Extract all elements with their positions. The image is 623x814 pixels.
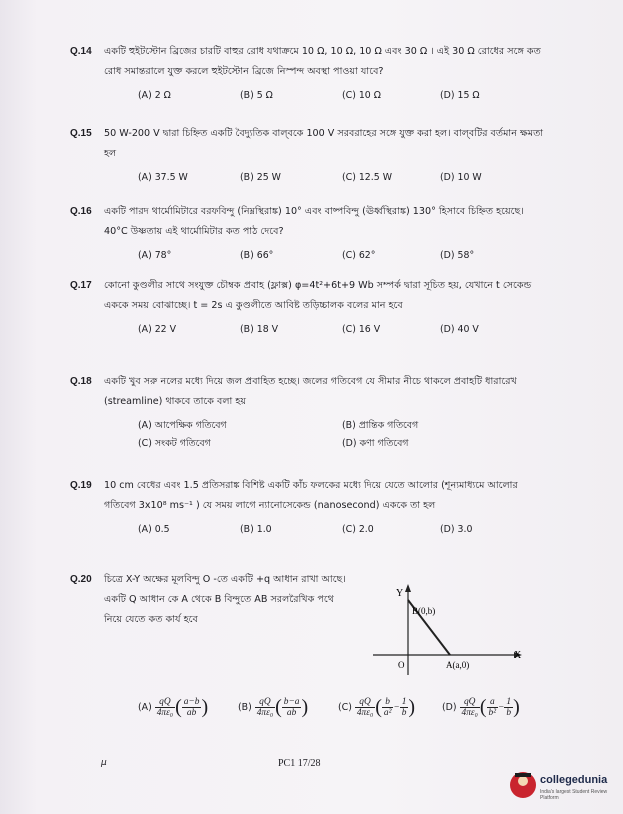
option-letter: (A) (138, 702, 152, 713)
option-a[interactable] (138, 696, 208, 719)
numerator: a (487, 697, 499, 708)
numerator: b (382, 697, 394, 708)
paren: ( (275, 696, 282, 718)
numerator: 1 (506, 697, 512, 707)
option-b[interactable]: (B) 18 V (240, 324, 279, 335)
denominator: 4πε₀ (461, 708, 478, 718)
option-a[interactable]: (A) 2 Ω (138, 90, 171, 101)
numerator: qQ (255, 697, 275, 708)
question-text: চিত্রে X-Y অক্ষের মূলবিন্দু O -তে একটি +q আধান রাখা আছে। একটি Q আধান কে A থেকে B বিন্দুতে AB সরলরৈখিক পথে নিয়ে যেতে কত কার্য হবে (104, 574, 346, 625)
paren: ) (513, 696, 520, 718)
options (104, 520, 544, 538)
collegedunia-logo (510, 768, 620, 808)
minus: − (498, 703, 505, 713)
option-c[interactable]: (C) 16 V (342, 324, 381, 335)
option-c[interactable]: (C) 12.5 W (342, 172, 392, 183)
fraction (355, 697, 375, 718)
question-number: Q.20 (70, 574, 92, 585)
option-b[interactable]: (B) 66° (240, 250, 274, 261)
logo-cap-icon (515, 773, 531, 777)
options (104, 246, 544, 264)
numerator: b−a (283, 697, 300, 707)
paren: ( (375, 696, 382, 718)
y-label: Y (396, 588, 404, 599)
option-d[interactable]: (D) কণা গতিবেগ (342, 438, 409, 449)
fraction (382, 697, 394, 718)
fraction (282, 697, 302, 718)
option-c[interactable]: (C) 2.0 (342, 524, 374, 535)
fraction (155, 697, 175, 718)
question-number: Q.19 (70, 480, 92, 491)
denominator: 4πε₀ (156, 708, 174, 718)
option-d[interactable]: (D) 40 V (440, 324, 479, 335)
option-a[interactable]: (A) 78° (138, 250, 172, 261)
denominator: b (506, 708, 512, 718)
question-16 (70, 202, 544, 264)
denominator: ab (286, 708, 297, 718)
option-c[interactable]: (C) 62° (342, 250, 376, 261)
question-number: Q.17 (70, 280, 92, 291)
option-d[interactable]: (D) 3.0 (440, 524, 473, 535)
question-15 (70, 124, 544, 186)
point-b-label: B(0,b) (412, 606, 436, 616)
page-code: PC1 17/28 (278, 758, 321, 769)
question-number: Q.15 (70, 128, 92, 139)
origin-label: O (398, 660, 405, 670)
option-c[interactable] (338, 696, 415, 719)
option-a[interactable]: (A) 0.5 (138, 524, 170, 535)
option-b[interactable]: (B) 25 W (240, 172, 281, 183)
point-a-label: A(a,0) (446, 660, 470, 670)
question-number: Q.16 (70, 206, 92, 217)
question-17 (70, 276, 544, 338)
denominator: a² (383, 708, 392, 718)
option-a[interactable]: (A) আপেক্ষিক গতিবেগ (138, 420, 227, 431)
option-d[interactable]: (D) 15 Ω (440, 90, 480, 101)
question-18 (70, 372, 544, 454)
question-text: একটি পারদ থার্মোমিটারে বরফবিন্দু (নিম্নস্থিরাঙ্ক) 10° এবং বাষ্পবিন্দু (ঊর্ধ্বস্থিরাঙ্ক) 130° হিসাবে চিহ্নিত হয়েছে। 40°C উষ্ণতায় এই থার্মোমিটার কত পাঠ দেবে? (104, 206, 524, 237)
question-14 (70, 42, 544, 104)
fraction (255, 697, 275, 718)
question-text: একটি খুব সরু নলের মধ্যে দিয়ে জল প্রবাহিত হচ্ছে। জলের গতিবেগ যে সীমার নীচে থাকলে প্রবাহটি ধারারেখ (streamline) থাকবে তাকে বলা হয় (104, 376, 517, 407)
numerator: a−b (183, 697, 200, 707)
denominator: ab (186, 708, 197, 718)
minus: − (393, 703, 400, 713)
question-number: Q.14 (70, 46, 92, 57)
options (104, 168, 544, 186)
option-d[interactable] (442, 696, 520, 719)
option-letter: (D) (442, 702, 457, 713)
question-text: 50 W-200 V দ্বারা চিহ্নিত একটি বৈদ্যুতিক বাল্‌বকে 100 V সরবরাহের সঙ্গে যুক্ত করা হল। বাল্‌বটির বর্তমান ক্ষমতা হল (104, 128, 544, 159)
option-b[interactable] (238, 696, 308, 719)
footer-mark: μ (101, 758, 107, 768)
option-letter: (B) (238, 702, 252, 713)
option-b[interactable]: (B) 1.0 (240, 524, 272, 535)
option-b[interactable]: (B) 5 Ω (240, 90, 273, 101)
paren: ) (201, 696, 209, 718)
logo-name: collegedunia (540, 774, 608, 786)
denominator: b² (488, 708, 497, 718)
question-number: Q.18 (70, 376, 92, 387)
q20-options (138, 696, 558, 736)
logo-face-icon (518, 776, 528, 786)
paren: ) (408, 696, 416, 718)
option-a[interactable]: (A) 22 V (138, 324, 177, 335)
numerator: qQ (155, 697, 175, 708)
question-text: একটি হুইটস্টোন ব্রিজের চারটি বাহুর রোধ যথাক্রমে 10 Ω, 10 Ω, 10 Ω এবং 30 Ω । এই 30 Ω রোধের সঙ্গে কত রোধ সমান্তরালে যুক্ত করলে হুইটস্টোন ব্রিজে নিস্পন্দ অবস্থা পাওয়া যাবে? (104, 46, 541, 77)
option-letter: (C) (338, 702, 352, 713)
question-text: কোনো কুণ্ডলীর সাথে সংযুক্ত চৌম্বক প্রবাহ (ফ্লাক্স) φ=4t²+6t+9 Wb সম্পর্ক দ্বারা সূচিত হয়, যেখানে t সেকেন্ড এককে সময় বোঝাচ্ছে। t = 2s এ কুণ্ডলীতে আবিষ্ট তড়িচ্চালক বলের মান হবে (104, 280, 532, 311)
denominator: 4πε₀ (356, 708, 374, 718)
option-b[interactable]: (B) প্রান্তিক গতিবেগ (342, 420, 419, 431)
numerator: qQ (460, 697, 480, 708)
y-axis-arrow-icon (405, 584, 411, 592)
options (104, 416, 544, 454)
q20-axes-figure (368, 580, 528, 680)
fraction (460, 697, 480, 718)
fraction (504, 697, 513, 718)
options (104, 320, 544, 338)
option-d[interactable]: (D) 10 W (440, 172, 482, 183)
denominator: 4πε₀ (256, 708, 274, 718)
logo-tagline: India's largest Student Review Platform (540, 789, 608, 801)
question-text: 10 cm বেধের এবং 1.5 প্রতিসরাঙ্ক বিশিষ্ট একটি কাঁচ ফলকের মধ্যে দিয়ে যেতে আলোর (শূন্যমাধ্যমে আলোর গতিবেগ 3x10⁸ ms⁻¹ ) যে সময় লাগে ন্যানোসেকেন্ড (nanosecond) এককে তা হল (104, 480, 518, 511)
x-label: X (514, 650, 522, 661)
option-c[interactable]: (C) সংকট গতিবেগ (138, 438, 211, 449)
numerator: 1 (401, 697, 407, 707)
option-a[interactable]: (A) 37.5 W (138, 172, 188, 183)
fraction (182, 697, 202, 718)
question-19 (70, 476, 544, 538)
numerator: qQ (355, 697, 375, 708)
paren: ) (301, 696, 309, 718)
fraction (487, 697, 499, 718)
options (104, 86, 544, 104)
option-c[interactable]: (C) 10 Ω (342, 90, 381, 101)
paren: ( (175, 696, 182, 718)
paren: ( (479, 696, 487, 718)
denominator: b (401, 708, 407, 718)
option-d[interactable]: (D) 58° (440, 250, 475, 261)
question-20 (70, 570, 354, 630)
